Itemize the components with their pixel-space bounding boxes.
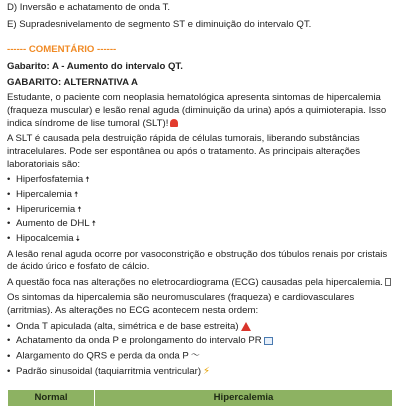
arrow-up-icon: 🠅 [77, 204, 82, 214]
arrow-up-icon: 🠅 [85, 175, 90, 185]
list-item: • Hiperuricemia 🠅 [7, 203, 82, 215]
arrow-down-icon: 🠇 [75, 233, 80, 243]
memo-icon [385, 278, 391, 286]
ecg-change-label: Achatamento da onda P e prolongamento do intervalo PR [16, 335, 262, 347]
ecg-change-label: Alargamento do QRS e perda da onda P [16, 350, 189, 362]
ecg-comparison-table [7, 389, 393, 407]
ecg-changes-list [7, 321, 393, 379]
table-header-normal: Normal [8, 390, 95, 407]
list-item: • Alargamento do QRS e perda da onda P 〜 [7, 350, 200, 362]
paragraph-symptoms: Os sintomas da hipercalemia são neuromusculares (fraqueza) e cardiovasculares (arritmias). As alterações no ECG acontecem nesta ordem: [7, 292, 355, 317]
comment-header: ------ COMENTÁRIO ------ [7, 44, 117, 56]
lab-findings-list [7, 174, 393, 245]
paragraph-intro-text: Estudante, o paciente com neoplasia hematológica apresenta sintomas de hipercalemia (fraqueza muscular) e lesão renal aguda (diminuição da urina) após a quimioterapia. Isso indica síndrome de lise tumoral (SLT)! [7, 92, 387, 129]
list-item: • Achatamento da onda P e prolongamento do intervalo PR [7, 335, 393, 348]
wave-icon: 〜 [190, 350, 200, 361]
option-d[interactable]: D) Inversão e achatamento de onda T. [7, 2, 171, 13]
option-e[interactable]: E) Supradesnivelamento de segmento ST e diminuição do intervalo QT. [7, 18, 312, 30]
finding-label: Aumento de DHL [16, 218, 90, 230]
warning-triangle-icon [241, 322, 251, 331]
finding-label: Hiperfosfatemia [16, 174, 84, 186]
list-item: • Hiperfosfatemia 🠅 [7, 174, 90, 186]
paragraph-slt: A SLT é causada pela destruição rápida de células tumorais, liberando substâncias intracelulares. Pode ser espontânea ou após o tratamento. As principais alterações laboratoriais são: [7, 133, 361, 170]
paragraph-renal: A lesão renal aguda ocorre por vasoconstrição e obstrução dos túbulos renais por cristais de ácido úrico e fosfato de cálcio. [7, 248, 388, 273]
gabarito-alternative: GABARITO: ALTERNATIVA A [7, 76, 138, 88]
finding-label: Hipercalemia [16, 188, 72, 200]
chart-icon [264, 337, 273, 345]
paragraph-ecg-focus-text: A questão foca nas alterações no eletrocardiograma (ECG) causadas pela hipercalemia. [7, 276, 383, 288]
gabarito-line: Gabarito: A - Aumento do intervalo QT. [7, 60, 183, 72]
paragraph-ecg-focus [7, 277, 393, 290]
list-item: • Padrão sinusoidal (taquiarritmia ventricular) ⚡ [7, 366, 211, 378]
list-item: • Onda T apiculada (alta, simétrica e de base estreita) [7, 321, 393, 334]
list-item: • Hipercalemia 🠅 [7, 188, 79, 200]
arrow-up-icon: 🠅 [73, 189, 79, 199]
finding-label: Hipocalcemia [16, 232, 74, 244]
arrow-up-icon: 🠅 [91, 219, 96, 229]
list-item: • Aumento de DHL 🠅 [7, 218, 96, 230]
table-header-row [8, 390, 393, 407]
ecg-change-label: Onda T apiculada (alta, simétrica e de base estreita) [16, 320, 239, 332]
ecg-change-label: Padrão sinusoidal (taquiarritmia ventricular) [16, 366, 202, 378]
paragraph-intro [7, 92, 393, 130]
table-header-hipercalemia: Hipercalemia [95, 390, 393, 407]
siren-icon [170, 119, 178, 127]
lightning-icon: ⚡ [203, 366, 211, 378]
list-item: • Hipocalcemia 🠇 [7, 232, 80, 244]
finding-label: Hiperuricemia [16, 203, 76, 215]
